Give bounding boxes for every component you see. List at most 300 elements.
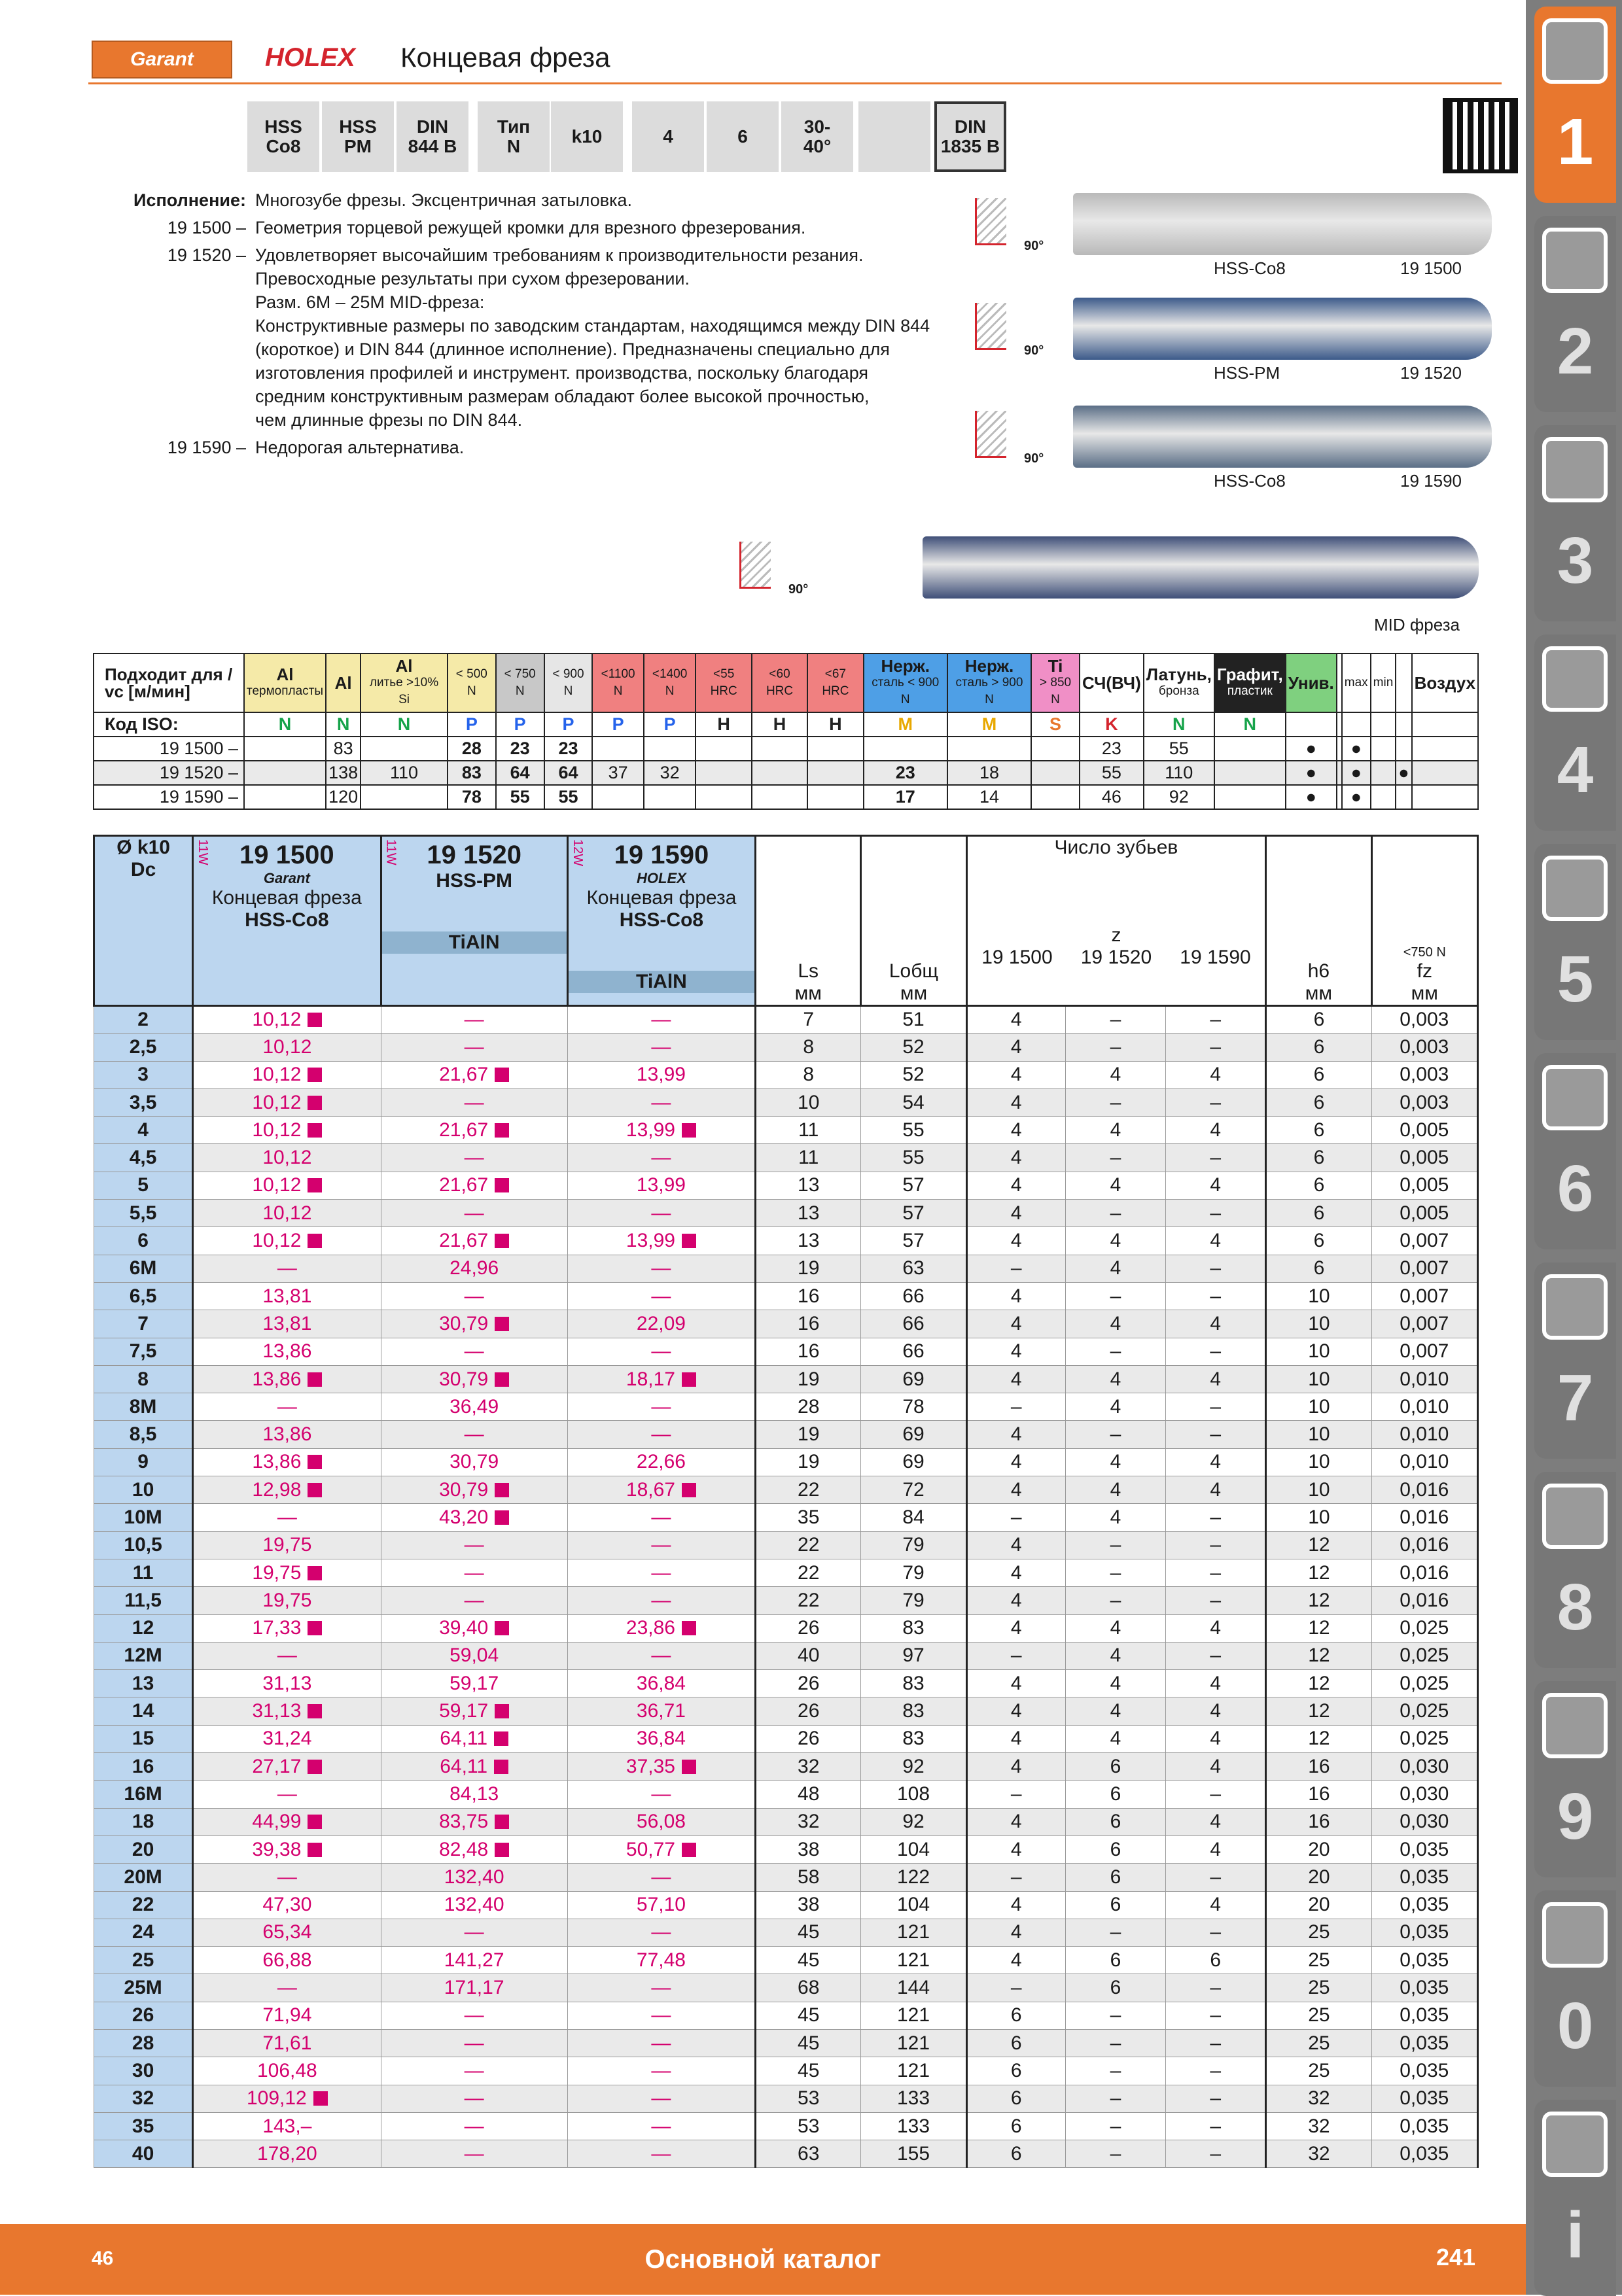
cutting-speed [1031, 761, 1080, 785]
tool-material: MID фреза [1374, 615, 1460, 635]
value-cell: 51 [861, 1006, 966, 1034]
page-title: Концевая фреза [400, 42, 610, 73]
h6-header [1266, 836, 1371, 1006]
price-cell: 21,67 [381, 1172, 567, 1199]
price-cell: 21,67 [381, 1061, 567, 1088]
value-cell: 104 [861, 1835, 966, 1863]
cutting-speed [1412, 785, 1478, 809]
value-cell: 69 [861, 1448, 966, 1476]
spec-chip: k10 [551, 101, 623, 172]
value-cell: 133 [861, 2112, 966, 2140]
data-row [94, 1310, 1478, 1338]
price-cell: 30,79 [381, 1448, 567, 1476]
value-cell: 19 [756, 1421, 861, 1448]
price-cell: — [567, 1919, 755, 1946]
value-cell: 6 [1065, 1781, 1165, 1808]
material-sub: литье >10% Si [369, 676, 439, 706]
data-row [94, 1448, 1478, 1476]
material-name: Нерж. [881, 656, 930, 676]
diameter-cell: 8 [94, 1365, 193, 1393]
iso-code: N [1214, 712, 1286, 737]
cutting-speed [644, 785, 696, 809]
side-tab[interactable] [1534, 1472, 1616, 1668]
price-cell: 10,12 [193, 1034, 381, 1061]
page-number: 241 [1436, 2244, 1476, 2270]
material-name: Нерж. [964, 656, 1014, 676]
cutting-speed [1371, 761, 1396, 785]
price-cell: 13,86 [193, 1448, 381, 1476]
value-cell: – [1065, 1088, 1165, 1116]
price-cell: — [381, 1421, 567, 1448]
value-cell: 83 [861, 1725, 966, 1752]
value-cell: 79 [861, 1587, 966, 1614]
value-cell: 4 [966, 1808, 1065, 1835]
value-cell: – [1065, 1559, 1165, 1586]
side-tab[interactable] [1534, 1053, 1616, 1249]
iso-code: N [361, 712, 448, 737]
data-row [94, 1421, 1478, 1448]
value-cell: 6 [966, 2029, 1065, 2057]
value-cell: 53 [756, 2085, 861, 2112]
material-sub: <60 HRC [766, 667, 794, 698]
cutting-speed [1214, 737, 1286, 761]
price-cell: — [381, 1200, 567, 1227]
price-cell: 36,84 [567, 1670, 755, 1697]
price-cell: 13,99 [567, 1172, 755, 1199]
value-cell: 12 [1266, 1670, 1371, 1697]
price-cell: 24,96 [381, 1255, 567, 1282]
side-tab[interactable] [1534, 425, 1616, 621]
price-cell: 30,79 [381, 1365, 567, 1393]
cutting-speed: 23 [544, 737, 593, 761]
diameter-cell: 3,5 [94, 1088, 193, 1116]
value-cell: 4 [966, 1753, 1065, 1781]
price-cell: — [193, 1642, 381, 1669]
product-name: Концевая фреза [586, 887, 737, 909]
value-cell: 66 [861, 1310, 966, 1338]
description-block [105, 188, 1060, 463]
value-cell: 10 [1266, 1448, 1371, 1476]
data-row [94, 1117, 1478, 1144]
diameter-cell: 12M [94, 1642, 193, 1669]
value-cell: 4 [1166, 1227, 1266, 1255]
diameter-cell: 35 [94, 2112, 193, 2140]
cutting-speed [1396, 785, 1411, 809]
value-cell: 6 [1065, 1835, 1165, 1863]
diameter-cell: 10,5 [94, 1531, 193, 1559]
price-cell: 171,17 [381, 1974, 567, 2002]
data-row [94, 1088, 1478, 1116]
price-cell: — [381, 2140, 567, 2168]
diameter-cell: 10 [94, 1476, 193, 1504]
z-code: 19 1520 [1080, 947, 1152, 968]
value-cell: 0,005 [1371, 1200, 1477, 1227]
value-cell: 0,003 [1371, 1061, 1477, 1088]
material-sub: <1400 N [652, 667, 688, 698]
tab-icon [1542, 228, 1608, 293]
value-cell: 4 [966, 1891, 1065, 1919]
value-cell: – [1166, 1200, 1266, 1227]
side-tab[interactable] [1534, 2100, 1616, 2296]
value-cell: 54 [861, 1088, 966, 1116]
iso-code: P [496, 712, 544, 737]
value-cell: 4 [966, 1725, 1065, 1752]
side-tab[interactable] [1534, 844, 1616, 1040]
iso-label: Код ISO: [94, 712, 244, 737]
cutting-speed [1412, 737, 1478, 761]
value-cell: – [1166, 2057, 1266, 2085]
price-cell: 30,79 [381, 1310, 567, 1338]
value-cell: 4 [966, 1421, 1065, 1448]
value-cell: 12 [1266, 1531, 1371, 1559]
price-cell: 10,12 [193, 1006, 381, 1034]
value-cell: 72 [861, 1476, 966, 1504]
value-cell: 19 [756, 1448, 861, 1476]
product-coating: TiAlN [382, 931, 567, 954]
side-tab[interactable] [1534, 7, 1616, 203]
value-cell: 4 [1166, 1476, 1266, 1504]
data-row [94, 1006, 1478, 1034]
value-cell: 79 [861, 1531, 966, 1559]
value-cell: 4 [1166, 1697, 1266, 1725]
value-cell: 0,005 [1371, 1117, 1477, 1144]
tool-image [1073, 406, 1492, 468]
cutting-speed: 32 [644, 761, 696, 785]
price-cell: 13,99 [567, 1061, 755, 1088]
cutting-speed: ● [1396, 761, 1411, 785]
diameter-cell: 8,5 [94, 1421, 193, 1448]
value-cell: – [1166, 1393, 1266, 1421]
price-cell: — [567, 1255, 755, 1282]
cutting-speed [1214, 761, 1286, 785]
tab-number: 3 [1557, 524, 1594, 597]
data-row [94, 1172, 1478, 1199]
price-cell: 132,40 [381, 1891, 567, 1919]
iso-code [1412, 712, 1478, 737]
value-cell: 6 [966, 2140, 1065, 2168]
value-cell: – [966, 1781, 1065, 1808]
value-cell: 11 [756, 1117, 861, 1144]
tab-number: 6 [1557, 1152, 1594, 1225]
value-cell: 4 [966, 1947, 1065, 1974]
value-cell: 84 [861, 1504, 966, 1531]
value-cell: 26 [756, 1670, 861, 1697]
price-cell: 36,49 [381, 1393, 567, 1421]
cutting-speed: 23 [864, 761, 947, 785]
iso-code: N [326, 712, 361, 737]
holex-logo: HOLEX [265, 43, 355, 72]
price-cell: — [381, 1282, 567, 1310]
unit: мм [1305, 983, 1333, 1004]
data-row [94, 1255, 1478, 1282]
cutting-speed [752, 761, 807, 785]
product-brand: Garant [263, 870, 310, 886]
value-cell: – [1065, 2029, 1165, 2057]
value-cell: 26 [756, 1697, 861, 1725]
price-cell: — [567, 1974, 755, 2002]
data-row [94, 1781, 1478, 1808]
value-cell: 12 [1266, 1587, 1371, 1614]
price-cell: 13,86 [193, 1365, 381, 1393]
materials-table [93, 653, 1479, 810]
value-cell: 6 [1065, 1753, 1165, 1781]
value-cell: 104 [861, 1891, 966, 1919]
iso-code: P [448, 712, 496, 737]
tab-number: 2 [1557, 315, 1594, 388]
main-table [93, 835, 1479, 2168]
material-header [326, 653, 361, 712]
side-tab[interactable] [1534, 1262, 1616, 1459]
value-cell: 0,025 [1371, 1697, 1477, 1725]
value-cell: 57 [861, 1172, 966, 1199]
tool-image [923, 536, 1479, 599]
diameter-cell: 30 [94, 2057, 193, 2085]
material-sub: <1100 N [601, 667, 635, 698]
diameter-cell: 6,5 [94, 1282, 193, 1310]
iso-code: H [752, 712, 807, 737]
data-row [94, 1559, 1478, 1586]
value-cell: – [1065, 1338, 1165, 1365]
price-cell: — [193, 1864, 381, 1891]
value-cell: 32 [1266, 2140, 1371, 2168]
teeth-label: Число зубьев [1054, 837, 1178, 858]
price-cell: 21,67 [381, 1227, 567, 1255]
value-cell: 4 [1166, 1310, 1266, 1338]
value-cell: 0,035 [1371, 1919, 1477, 1946]
price-cell: 59,04 [381, 1642, 567, 1669]
value-cell: 92 [861, 1753, 966, 1781]
price-cell: — [567, 1421, 755, 1448]
tab-icon [1542, 1274, 1608, 1340]
value-cell: 19 [756, 1365, 861, 1393]
value-cell: 0,003 [1371, 1088, 1477, 1116]
diameter-cell: 7 [94, 1310, 193, 1338]
data-row [94, 1227, 1478, 1255]
description-line: средним конструктивным размерам обладают более высокой прочностью, [255, 387, 870, 406]
value-cell: 121 [861, 2002, 966, 2029]
iso-code: P [544, 712, 593, 737]
z-codes [968, 947, 1265, 969]
unit: мм [794, 983, 822, 1004]
side-tab[interactable] [1534, 1681, 1616, 1877]
price-cell: — [381, 1559, 567, 1586]
value-cell: 16 [756, 1310, 861, 1338]
value-cell: 0,007 [1371, 1338, 1477, 1365]
material-header [544, 653, 593, 712]
data-row [94, 2085, 1478, 2112]
diameter-cell: 25 [94, 1947, 193, 1974]
value-cell: – [1166, 1144, 1266, 1172]
value-cell: 6 [1266, 1144, 1371, 1172]
cutting-speed: 138 [326, 761, 361, 785]
value-cell: 6 [1065, 1808, 1165, 1835]
material-name: Графит, [1216, 665, 1283, 684]
diameter-cell: 5 [94, 1172, 193, 1199]
price-cell: 77,48 [567, 1947, 755, 1974]
price-cell: 39,40 [381, 1614, 567, 1642]
value-cell: 4 [966, 1338, 1065, 1365]
value-cell: 22 [756, 1559, 861, 1586]
value-cell: 22 [756, 1476, 861, 1504]
value-cell: 0,003 [1371, 1034, 1477, 1061]
tab-number: 0 [1557, 1989, 1594, 2062]
price-cell: 30,79 [381, 1476, 567, 1504]
value-cell: 6 [966, 2085, 1065, 2112]
tool-image [1073, 298, 1492, 360]
header-divider [88, 82, 1502, 84]
price-cell: 71,61 [193, 2029, 381, 2057]
data-row [94, 1504, 1478, 1531]
data-row [94, 1338, 1478, 1365]
value-cell: – [1166, 1282, 1266, 1310]
value-cell: 4 [1065, 1697, 1165, 1725]
description-text [255, 188, 1060, 212]
dc-label: Ø k10 [116, 837, 170, 858]
material-header [1412, 653, 1478, 712]
value-cell: 10 [1266, 1282, 1371, 1310]
value-cell: 8 [756, 1034, 861, 1061]
value-cell: 16 [756, 1338, 861, 1365]
ltotal-header [861, 836, 966, 1006]
qr-code[interactable] [1443, 98, 1518, 173]
value-cell: 12 [1266, 1614, 1371, 1642]
data-row [94, 1531, 1478, 1559]
data-row [94, 2140, 1478, 2168]
cutting-speed: ● [1342, 785, 1371, 809]
material-header [1214, 653, 1286, 712]
ls-header [756, 836, 861, 1006]
value-cell: 121 [861, 2029, 966, 2057]
description-line: изготовления профилей и инструмент. производства, поскольку благодаря [255, 363, 869, 383]
value-cell: – [1166, 1255, 1266, 1282]
value-cell: 4 [1065, 1365, 1165, 1393]
value-cell: 25 [1266, 2029, 1371, 2057]
cutting-speed [592, 785, 643, 809]
materials-title: Подходит для / vc [м/мин] [94, 653, 244, 712]
product-material: HSS-PM [436, 870, 512, 892]
tool-code: 19 1500 [1400, 258, 1462, 278]
cutting-speed [361, 785, 448, 809]
tab-icon [1542, 18, 1608, 84]
header-text: Lобщ [889, 960, 939, 982]
value-cell: – [1065, 1282, 1165, 1310]
value-cell: 0,016 [1371, 1587, 1477, 1614]
diameter-cell: 12 [94, 1614, 193, 1642]
material-name: Унив. [1288, 673, 1334, 693]
spec-chip: HSS PM [322, 101, 394, 172]
price-cell: 39,38 [193, 1835, 381, 1863]
cutting-speed: ● [1286, 737, 1337, 761]
side-tab[interactable] [1534, 216, 1616, 412]
price-cell: — [567, 1006, 755, 1034]
tab-icon [1542, 1693, 1608, 1758]
value-cell: – [966, 1393, 1065, 1421]
diameter-cell: 6M [94, 1255, 193, 1282]
cutting-speed [947, 737, 1031, 761]
price-cell: 31,13 [193, 1697, 381, 1725]
value-cell: – [966, 1642, 1065, 1669]
cutting-speed: ● [1286, 761, 1337, 785]
material-sub: max [1344, 676, 1368, 689]
price-cell: — [567, 1642, 755, 1669]
product-tag: 11W [196, 839, 211, 865]
tab-number: 8 [1557, 1571, 1594, 1644]
material-header [752, 653, 807, 712]
price-cell: 13,99 [567, 1227, 755, 1255]
value-cell: 0,035 [1371, 1891, 1477, 1919]
cutting-speed: 83 [326, 737, 361, 761]
price-cell: — [381, 1531, 567, 1559]
value-cell: 4 [1166, 1117, 1266, 1144]
value-cell: – [1065, 2085, 1165, 2112]
value-cell: 83 [861, 1614, 966, 1642]
data-row [94, 1891, 1478, 1919]
value-cell: 7 [756, 1006, 861, 1034]
cutting-speed: 64 [544, 761, 593, 785]
value-cell: 19 [756, 1255, 861, 1282]
price-cell: 84,13 [381, 1781, 567, 1808]
product-tag: 12W [570, 839, 585, 867]
value-cell: – [1065, 1421, 1165, 1448]
price-cell: 23,86 [567, 1614, 755, 1642]
diameter-cell: 9 [94, 1448, 193, 1476]
cutting-speed [644, 737, 696, 761]
value-cell: 20 [1266, 1864, 1371, 1891]
cutting-speed [1031, 737, 1080, 761]
value-cell: – [1065, 2002, 1165, 2029]
material-sub: бронза [1158, 684, 1199, 698]
value-cell: 52 [861, 1061, 966, 1088]
side-tab[interactable] [1534, 635, 1616, 831]
price-cell: — [381, 1587, 567, 1614]
value-cell: 4 [1065, 1172, 1165, 1199]
price-cell: 10,12 [193, 1061, 381, 1088]
garant-logo: Garant [92, 41, 232, 78]
price-cell: — [381, 2085, 567, 2112]
value-cell: – [1166, 1338, 1266, 1365]
side-tab[interactable] [1534, 1890, 1616, 2087]
value-cell: 4 [966, 1310, 1065, 1338]
price-cell: 178,20 [193, 2140, 381, 2168]
diameter-cell: 26 [94, 2002, 193, 2029]
price-cell: 141,27 [381, 1947, 567, 1974]
angle-label: 90° [1024, 343, 1044, 358]
data-row [94, 1753, 1478, 1781]
description-line: Многозубе фрезы. Эксцентричная затыловка. [255, 190, 632, 210]
cutting-speed [244, 737, 326, 761]
value-cell: 68 [756, 1974, 861, 2002]
iso-row [94, 712, 1478, 737]
spec-chip: DIN 1835 B [934, 101, 1006, 172]
cutting-speed: 110 [1144, 761, 1214, 785]
value-cell: 16 [1266, 1781, 1371, 1808]
value-cell: 4 [966, 1144, 1065, 1172]
value-cell: 4 [966, 1614, 1065, 1642]
value-cell: 0,025 [1371, 1614, 1477, 1642]
diameter-cell: 11,5 [94, 1587, 193, 1614]
value-cell: 6 [1065, 1947, 1165, 1974]
value-cell: 38 [756, 1835, 861, 1863]
fz-note: <750 N [1403, 945, 1446, 960]
cutting-speed: 14 [947, 785, 1031, 809]
data-row [94, 1144, 1478, 1172]
header-text: h6 [1307, 960, 1330, 982]
value-cell: 25 [1266, 1974, 1371, 2002]
value-cell: 4 [1166, 1753, 1266, 1781]
diameter-cell: 15 [94, 1725, 193, 1752]
price-cell: — [567, 1781, 755, 1808]
footer-title: Основной каталог [644, 2244, 881, 2274]
